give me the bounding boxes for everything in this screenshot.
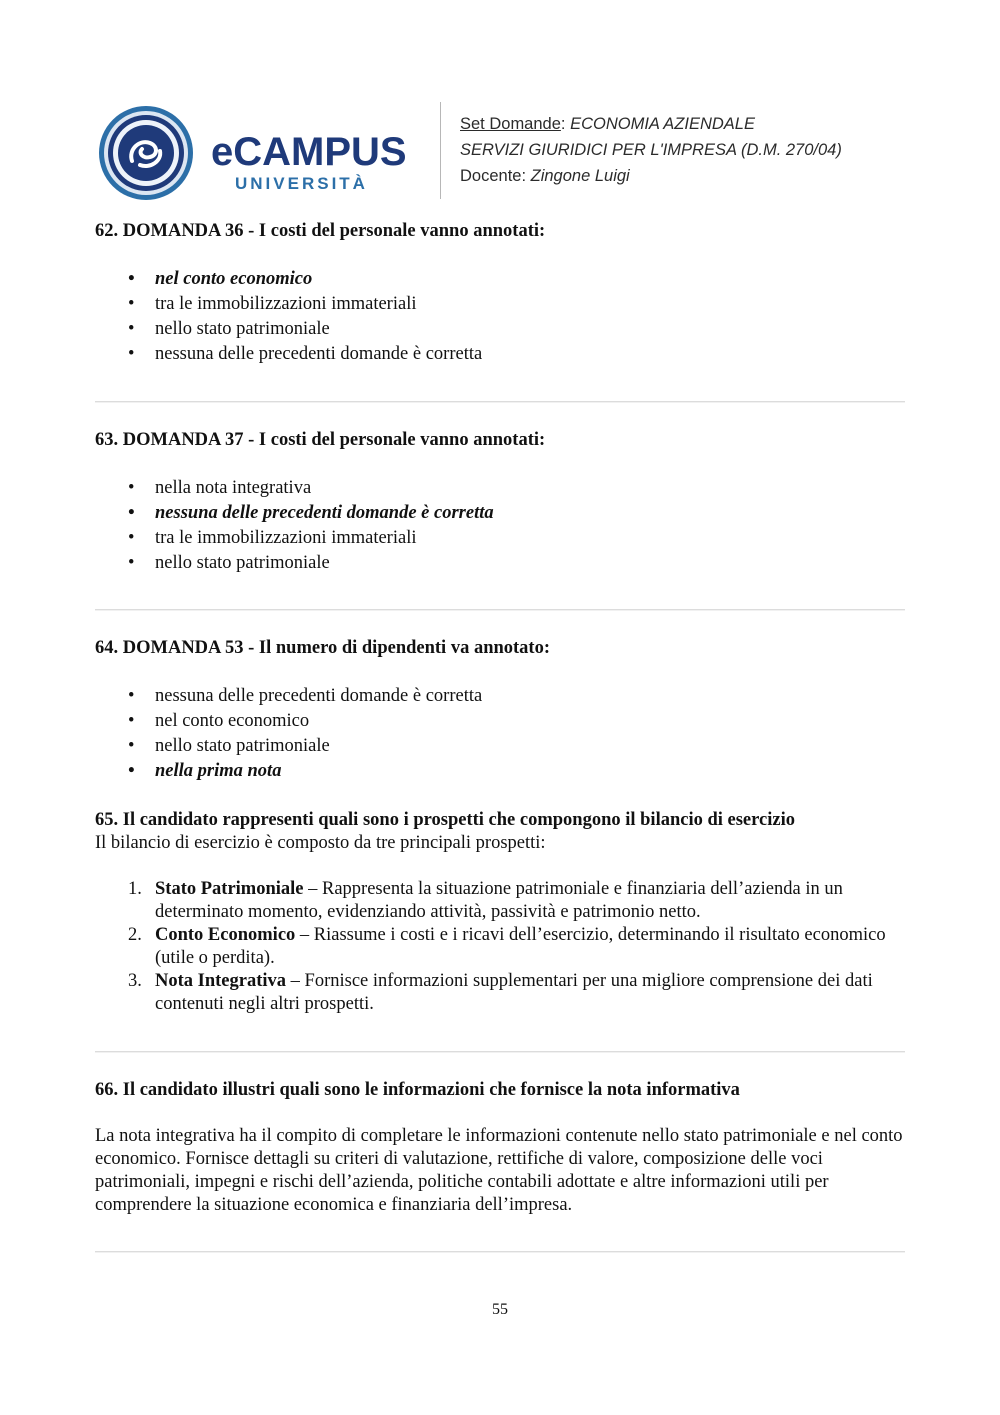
set-label: Set Domande — [460, 115, 561, 133]
list-item — [128, 878, 910, 924]
option-item: • nessuna delle precedenti domande è corretta — [128, 684, 482, 709]
answer-paragraph: La nota integrativa ha il compito di completare le informazioni contenute nello stato patrimoniale e nel conto economico. Fornisce dettagli su criteri di valutazione, rettifiche di valore, composizione delle voci patrimoniali, impegni e rischi dell’azienda, politiche contabili adottate e altre informazioni utili per comprendere la situazione economica e finanziaria dell’impresa. — [95, 1126, 903, 1215]
option-item-correct: • nel conto economico — [128, 267, 482, 292]
list-text: – Riassume i costi e i ricavi dell’esercizio, determinando il risultato economico (utile o perdita). — [155, 925, 886, 968]
option-item: • tra le immobilizzazioni immateriali — [128, 526, 494, 551]
teacher-label: Docente: — [460, 167, 527, 185]
list-term: Nota Integrativa — [155, 971, 287, 991]
option-item: • nello stato patrimoniale — [128, 551, 494, 576]
list-item — [128, 970, 910, 1016]
option-item: • tra le immobilizzazioni immateriali — [128, 292, 482, 317]
list-text: – Rappresenta la situazione patrimoniale e finanziaria dell’azienda in un determinato momento, evidenziando attività, passività e patrimonio netto. — [155, 879, 843, 922]
options-list — [128, 267, 482, 367]
option-item-correct: • nella prima nota — [128, 759, 482, 784]
question-title: 62. DOMANDA 36 - I costi del personale vanno annotati: — [95, 221, 546, 241]
question-title: 63. DOMANDA 37 - I costi del personale vanno annotati: — [95, 430, 546, 450]
set-line: Set Domande: ECONOMIA AZIENDALE — [460, 115, 755, 133]
course-line — [460, 137, 842, 163]
page-header — [98, 100, 908, 200]
teacher-name: Zingone Luigi — [530, 167, 630, 185]
ecampus-wordmark — [211, 132, 426, 194]
list-number: 1. — [128, 879, 142, 899]
option-item: • nello stato patrimoniale — [128, 734, 482, 759]
option-item: • nel conto economico — [128, 709, 482, 734]
options-list — [128, 476, 494, 576]
option-item: • nella nota integrativa — [128, 476, 494, 501]
question-title: 66. Il candidato illustri quali sono le informazioni che fornisce la nota informativa — [95, 1080, 740, 1100]
brand-sub-text: UNIVERSITÀ — [235, 174, 368, 193]
list-term: Conto Economico — [155, 925, 296, 945]
options-list — [128, 684, 482, 784]
list-item — [128, 924, 910, 970]
statements-list — [128, 878, 910, 1016]
header-meta — [460, 111, 842, 189]
answer-intro: Il bilancio di esercizio è composto da tre principali prospetti: — [95, 833, 546, 853]
set-value: ECONOMIA AZIENDALE — [570, 115, 755, 133]
course-name: SERVIZI GIURIDICI PER L'IMPRESA (D.M. 270/04) — [460, 141, 842, 159]
brand-main-text: eCAMPUS — [211, 130, 407, 174]
question-title: 64. DOMANDA 53 - Il numero di dipendenti va annotato: — [95, 638, 551, 658]
option-item: • nello stato patrimoniale — [128, 317, 482, 342]
list-number: 3. — [128, 971, 142, 991]
section-divider — [95, 1251, 905, 1253]
list-text: – Fornisce informazioni supplementari per una migliore comprensione dei dati contenuti negli altri prospetti. — [155, 971, 873, 1014]
option-item: • nessuna delle precedenti domande è corretta — [128, 342, 482, 367]
section-divider — [95, 401, 905, 403]
ecampus-seal-icon — [98, 105, 194, 201]
list-term: Stato Patrimoniale — [155, 879, 304, 899]
option-item-correct: • nessuna delle precedenti domande è corretta — [128, 501, 494, 526]
section-divider — [95, 1051, 905, 1053]
list-number: 2. — [128, 925, 142, 945]
page-number: 55 — [492, 1301, 508, 1318]
section-divider — [95, 609, 905, 611]
header-divider — [440, 102, 441, 199]
question-title: 65. Il candidato rappresenti quali sono i prospetti che compongono il bilancio di esercizio — [95, 810, 795, 830]
teacher-line — [460, 163, 842, 189]
